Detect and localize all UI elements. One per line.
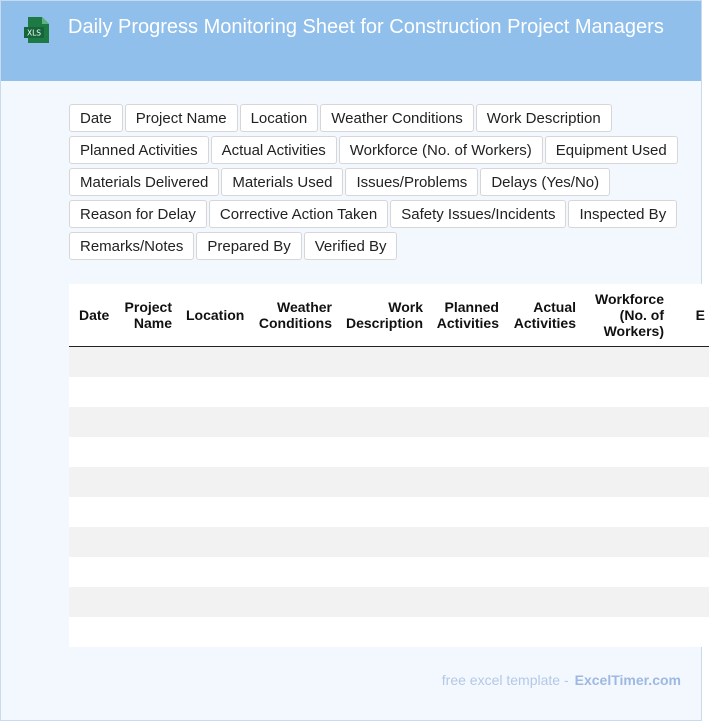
table-cell[interactable] xyxy=(69,587,119,617)
table-cell[interactable] xyxy=(427,557,503,587)
field-chip[interactable]: Materials Delivered xyxy=(69,168,219,196)
table-cell[interactable] xyxy=(503,467,580,497)
field-chip[interactable]: Verified By xyxy=(304,232,398,260)
footer-text: free excel template - xyxy=(441,672,569,688)
table-cell[interactable] xyxy=(69,407,119,437)
table-cell[interactable] xyxy=(580,437,668,467)
table-cell[interactable] xyxy=(580,617,668,647)
table-cell[interactable] xyxy=(248,437,336,467)
table-cell[interactable] xyxy=(69,497,119,527)
field-chip[interactable]: Workforce (No. of Workers) xyxy=(339,136,543,164)
table-row xyxy=(69,407,709,437)
table-row xyxy=(69,437,709,467)
table-cell[interactable] xyxy=(119,617,176,647)
table-cell[interactable] xyxy=(580,407,668,437)
table-cell[interactable] xyxy=(580,467,668,497)
table-row xyxy=(69,557,709,587)
field-chip[interactable]: Materials Used xyxy=(221,168,343,196)
table-cell[interactable] xyxy=(119,347,176,378)
table-cell[interactable] xyxy=(176,527,248,557)
table-cell[interactable] xyxy=(427,617,503,647)
table-cell[interactable] xyxy=(248,527,336,557)
table-cell[interactable] xyxy=(503,347,580,378)
table-cell[interactable] xyxy=(503,407,580,437)
table-cell[interactable] xyxy=(176,617,248,647)
table-cell[interactable] xyxy=(69,557,119,587)
table-cell[interactable] xyxy=(503,437,580,467)
table-cell[interactable] xyxy=(427,587,503,617)
table-cell[interactable] xyxy=(427,437,503,467)
table-header-row xyxy=(69,284,709,347)
column-header: Weather Conditions xyxy=(248,284,336,347)
table-body xyxy=(69,347,709,648)
table-cell[interactable] xyxy=(580,347,668,378)
table-cell[interactable] xyxy=(176,497,248,527)
table-cell[interactable] xyxy=(176,437,248,467)
table-cell[interactable] xyxy=(668,347,709,378)
table-cell[interactable] xyxy=(119,437,176,467)
table-cell[interactable] xyxy=(336,617,427,647)
table-cell[interactable] xyxy=(248,347,336,378)
table-cell[interactable] xyxy=(119,377,176,407)
table-cell[interactable] xyxy=(176,407,248,437)
table-cell[interactable] xyxy=(580,527,668,557)
table-cell[interactable] xyxy=(503,377,580,407)
table-cell[interactable] xyxy=(427,467,503,497)
table-cell[interactable] xyxy=(668,407,709,437)
table-cell[interactable] xyxy=(119,467,176,497)
table-cell[interactable] xyxy=(503,527,580,557)
table-cell[interactable] xyxy=(69,437,119,467)
table-cell[interactable] xyxy=(503,617,580,647)
field-chip[interactable]: Work Description xyxy=(476,104,612,132)
field-chip[interactable]: Issues/Problems xyxy=(345,168,478,196)
column-header: E xyxy=(668,284,709,347)
table-cell[interactable] xyxy=(668,587,709,617)
table-cell[interactable] xyxy=(427,347,503,378)
table-row xyxy=(69,497,709,527)
table-cell[interactable] xyxy=(119,497,176,527)
table-cell[interactable] xyxy=(336,407,427,437)
table-cell[interactable] xyxy=(119,407,176,437)
field-chip[interactable]: Actual Activities xyxy=(211,136,337,164)
field-chip[interactable]: Planned Activities xyxy=(69,136,209,164)
table-cell[interactable] xyxy=(336,437,427,467)
table-cell[interactable] xyxy=(248,617,336,647)
table-cell[interactable] xyxy=(69,467,119,497)
table-cell[interactable] xyxy=(248,467,336,497)
table-cell[interactable] xyxy=(176,467,248,497)
field-chip[interactable]: Safety Issues/Incidents xyxy=(390,200,566,228)
table-cell[interactable] xyxy=(427,497,503,527)
table-cell[interactable] xyxy=(580,377,668,407)
table-cell[interactable] xyxy=(503,557,580,587)
table-cell[interactable] xyxy=(668,377,709,407)
table-cell[interactable] xyxy=(119,587,176,617)
table-cell[interactable] xyxy=(668,467,709,497)
header-bar xyxy=(1,1,701,81)
progress-table xyxy=(69,284,709,647)
column-header: Location xyxy=(176,284,248,347)
table-cell[interactable] xyxy=(668,527,709,557)
table-row xyxy=(69,377,709,407)
table-cell[interactable] xyxy=(580,587,668,617)
table-cell[interactable] xyxy=(427,527,503,557)
field-chip[interactable]: Reason for Delay xyxy=(69,200,207,228)
xls-icon-label: XLS xyxy=(26,28,42,38)
table-cell[interactable] xyxy=(503,497,580,527)
table-cell[interactable] xyxy=(69,527,119,557)
field-chip[interactable]: Weather Conditions xyxy=(320,104,473,132)
table-cell[interactable] xyxy=(503,587,580,617)
table-cell[interactable] xyxy=(580,557,668,587)
table-cell[interactable] xyxy=(336,587,427,617)
table-cell[interactable] xyxy=(119,527,176,557)
footer-credit xyxy=(442,672,681,688)
table-cell[interactable] xyxy=(176,377,248,407)
column-header: Work Description xyxy=(336,284,427,347)
table-cell[interactable] xyxy=(668,557,709,587)
table-row xyxy=(69,527,709,557)
field-chip[interactable]: Delays (Yes/No) xyxy=(480,168,610,196)
field-chip[interactable]: Equipment Used xyxy=(545,136,678,164)
table-cell[interactable] xyxy=(119,557,176,587)
table-row xyxy=(69,617,709,647)
field-chip[interactable]: Corrective Action Taken xyxy=(209,200,388,228)
table-cell[interactable] xyxy=(69,377,119,407)
field-chip[interactable]: Remarks/Notes xyxy=(69,232,194,260)
column-header: Date xyxy=(69,284,119,347)
table-cell[interactable] xyxy=(668,437,709,467)
progress-table-container xyxy=(69,284,705,646)
page-title: Daily Progress Monitoring Sheet for Construction Project Managers xyxy=(68,16,664,38)
table-row xyxy=(69,347,709,378)
table-cell[interactable] xyxy=(336,347,427,378)
field-chip-list xyxy=(69,104,689,262)
table-cell[interactable] xyxy=(336,527,427,557)
field-chip[interactable]: Location xyxy=(240,104,319,132)
field-chip[interactable]: Project Name xyxy=(125,104,238,132)
table-row xyxy=(69,587,709,617)
field-chip[interactable]: Prepared By xyxy=(196,232,301,260)
table-cell[interactable] xyxy=(176,347,248,378)
table-cell[interactable] xyxy=(336,467,427,497)
table-cell[interactable] xyxy=(336,497,427,527)
table-cell[interactable] xyxy=(668,617,709,647)
table-cell[interactable] xyxy=(176,587,248,617)
column-header: Actual Activities xyxy=(503,284,580,347)
table-cell[interactable] xyxy=(69,347,119,378)
table-cell[interactable] xyxy=(427,377,503,407)
table-cell[interactable] xyxy=(668,497,709,527)
table-cell[interactable] xyxy=(248,557,336,587)
table-cell[interactable] xyxy=(248,377,336,407)
table-row xyxy=(69,467,709,497)
table-cell[interactable] xyxy=(248,407,336,437)
table-cell[interactable] xyxy=(336,377,427,407)
field-chip[interactable]: Inspected By xyxy=(568,200,677,228)
table-cell[interactable] xyxy=(580,497,668,527)
field-chip[interactable]: Date xyxy=(69,104,123,132)
table-cell[interactable] xyxy=(336,557,427,587)
footer-brand-link[interactable]: ExcelTimer.com xyxy=(574,672,681,688)
column-header: Planned Activities xyxy=(427,284,503,347)
table-cell[interactable] xyxy=(248,497,336,527)
table-cell[interactable] xyxy=(248,587,336,617)
table-cell[interactable] xyxy=(427,407,503,437)
table-cell[interactable] xyxy=(69,617,119,647)
table-cell[interactable] xyxy=(176,557,248,587)
column-header: Project Name xyxy=(119,284,176,347)
column-header: Workforce (No. of Workers) xyxy=(580,284,668,347)
